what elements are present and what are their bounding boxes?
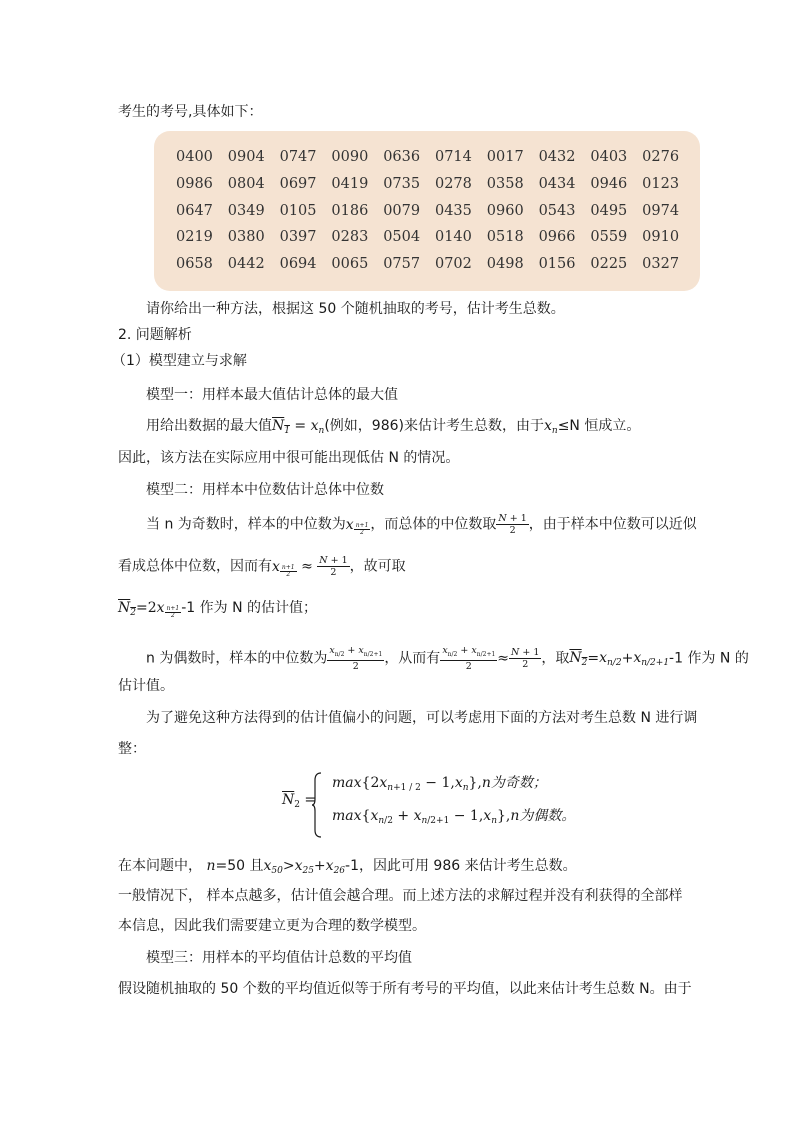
- exam-number: 0714: [434, 149, 472, 165]
- exam-number: 0647: [176, 202, 213, 219]
- exam-number: 0559: [590, 229, 628, 246]
- exam-number: 0225: [590, 256, 628, 273]
- exam-number: 0327: [642, 256, 680, 273]
- exam-number: 0904: [227, 149, 265, 165]
- exam-number: 0123: [642, 175, 680, 192]
- exam-number-box: [154, 131, 700, 291]
- m2-text-c: ，由于样本中位数可以近似: [528, 516, 697, 533]
- m2-text-j: -1 作为 N 的: [669, 650, 749, 667]
- exam-number: 0636: [383, 149, 421, 165]
- general-text-2: 本信息，因此我们需要建立更为合理的数学模型。: [118, 918, 426, 934]
- exam-number: 0219: [176, 229, 213, 246]
- m2-text-f: -1 作为 N 的估计值；: [181, 600, 318, 616]
- m2-text-h: ，从而有: [384, 650, 441, 667]
- exam-number: 0358: [486, 175, 524, 192]
- exam-number: 0283: [331, 229, 369, 246]
- case-even: $\max\{x_{n/2} + x_{n/2+1} - 1,x_n\},n$为偶数。: [332, 808, 576, 826]
- exam-number-grid: [176, 144, 694, 278]
- model3-title: 模型三：用样本的平均值估计总数的平均值: [146, 950, 412, 966]
- exam-number: 0017: [486, 149, 524, 165]
- number-row: [176, 144, 694, 171]
- model1-text: 用给出数据的最大值$N_1 = x_n$(例如，986)来估计考生总数，由于$x_n\le N$ 恒成立。: [146, 418, 641, 436]
- exam-number: 0400: [176, 149, 213, 165]
- cond-text-a: 在本问题中，: [118, 858, 202, 874]
- exam-number: 0442: [227, 256, 265, 273]
- cond-text-c: -1，因此可用 986 来估计考生总数。: [345, 858, 577, 874]
- general-text-1: 一般情况下， 样本点越多，估计值会越合理。而上述方法的求解过程并没有利获得的全部样: [118, 888, 683, 904]
- exam-number: 0403: [590, 149, 628, 165]
- cases-brace: [312, 772, 322, 838]
- exam-number: 0974: [642, 202, 680, 219]
- model3-text: 假设随机抽取的 50 个数的平均值近似等于所有考号的平均值，以此来估计考生总数 N。由于: [118, 981, 692, 997]
- model2-even-text: n 为偶数时，样本的中位数为 $\frac{x_{n/2} + x_{n/2+1}}{2}$ ，从而有 $\frac{x_{n/2} + x_{n/2+1}}{2}$ ≈ $\frac{N + 1}{2}$ ，取$N_2=x_{n/2}+x_{n/2+1}-1$ 作为 N 的: [146, 645, 749, 672]
- task-text: 请你给出一种方法，根据这 50 个随机抽取的考号，估计考生总数。: [146, 301, 565, 317]
- exam-number: 0747: [279, 149, 317, 165]
- exam-number: 0397: [279, 229, 317, 246]
- exam-number: 0946: [590, 175, 628, 192]
- exam-number: 0697: [279, 175, 317, 192]
- m2-text-g: n 为偶数时，样本的中位数为: [146, 650, 328, 667]
- n1-hat-symbol: $N_1$: [272, 418, 290, 436]
- exam-number: 0543: [538, 202, 576, 219]
- exam-number: 0419: [331, 175, 369, 192]
- exam-number: 0349: [227, 202, 265, 219]
- model1-text-b: (例如，986)来估计考生总数，由于: [324, 418, 544, 434]
- exam-number: 0757: [383, 256, 421, 273]
- exam-number: 0966: [538, 229, 576, 246]
- xn-symbol: $x_n$: [310, 418, 325, 436]
- case-odd: $\max\{2x_{n+1 / 2} - 1,x_n\},n$为奇数；: [332, 775, 547, 793]
- number-row: [176, 251, 694, 278]
- exam-number: 0079: [383, 202, 421, 219]
- exam-number: 0140: [434, 229, 472, 246]
- exam-number: 0735: [383, 175, 421, 192]
- model1-text-c: ≤N 恒成立。: [557, 418, 641, 434]
- m2-text-e: ，故可取: [349, 558, 406, 575]
- m2-text-d: 看成总体中位数，因而有: [118, 558, 272, 575]
- condition-text: 在本问题中， n=50 且$x_{50}>x_{25}+x_{26}-1$，因此可用 986 来估计考生总数。: [118, 858, 577, 876]
- section-heading: 2. 问题解析: [118, 327, 192, 343]
- exam-number: 0432: [538, 149, 576, 165]
- exam-number: 0090: [331, 149, 369, 165]
- exam-number: 0694: [279, 256, 317, 273]
- exam-number: 0278: [434, 175, 472, 192]
- m2-text-a: 当 n 为奇数时，样本的中位数为: [146, 516, 346, 533]
- case-even-label: n为偶数。: [510, 808, 576, 824]
- exam-number: 0804: [227, 175, 265, 192]
- number-row: [176, 171, 694, 198]
- model1-conclusion: 因此，该方法在实际应用中很可能出现低估 N 的情况。: [118, 450, 460, 466]
- model1-text-a: 用给出数据的最大值: [146, 418, 272, 434]
- exam-number: 0518: [486, 229, 524, 246]
- m2-text-i: ，取: [541, 650, 570, 667]
- exam-number: 0380: [227, 229, 265, 246]
- model2-odd-text-2: 看成总体中位数，因而有x $_{\frac{n+1}{2}}$ ≈ $\frac{N + 1}{2}$ ，故可取: [118, 555, 406, 578]
- number-row: [176, 198, 694, 225]
- exam-number: 0910: [642, 229, 680, 246]
- adjust-text-2: 整：: [118, 741, 146, 757]
- exam-number: 0702: [434, 256, 472, 273]
- exam-number: 0495: [590, 202, 628, 219]
- exam-number: 0065: [331, 256, 369, 273]
- case-odd-label: n为奇数；: [481, 775, 547, 791]
- adjust-text-1: 为了避免这种方法得到的估计值偏小的问题，可以考虑用下面的方法对考生总数 N 进行调: [146, 710, 698, 726]
- model1-title: 模型一：用样本最大值估计总体的最大值: [146, 387, 398, 403]
- exam-number: 0276: [642, 149, 680, 165]
- subsection-heading: （1）模型建立与求解: [112, 353, 247, 369]
- exam-number: 0498: [486, 256, 524, 273]
- model2-odd-text: 当 n 为奇数时，样本的中位数为x $_{\frac{n+1}{2}}$ ，而总体的中位数取 $\frac{N + 1}{2}$ ，由于样本中位数可以近似: [146, 513, 697, 536]
- number-row: [176, 224, 694, 251]
- intro-text: 考生的考号,具体如下：: [118, 104, 263, 120]
- exam-number: 0658: [176, 256, 213, 273]
- exam-number: 0186: [331, 202, 369, 219]
- n2-hat-label: $\overline{N}_2$ =: [282, 792, 317, 810]
- model2-title: 模型二：用样本中位数估计总体中位数: [146, 482, 384, 498]
- exam-number: 0434: [538, 175, 576, 192]
- model2-odd-estimate: $N_2=2x$ $_{\frac{n+1}{2}}$ -1 作为 N 的估计值；: [118, 600, 318, 619]
- exam-number: 0156: [538, 256, 576, 273]
- exam-number: 0504: [383, 229, 421, 246]
- exam-number: 0435: [434, 202, 472, 219]
- cond-text-b: =50 且: [215, 858, 264, 874]
- exam-number: 0986: [176, 175, 213, 192]
- model2-even-end: 估计值。: [118, 678, 174, 694]
- m2-text-b: ，而总体的中位数取: [370, 516, 497, 533]
- exam-number: 0105: [279, 202, 317, 219]
- exam-number: 0960: [486, 202, 524, 219]
